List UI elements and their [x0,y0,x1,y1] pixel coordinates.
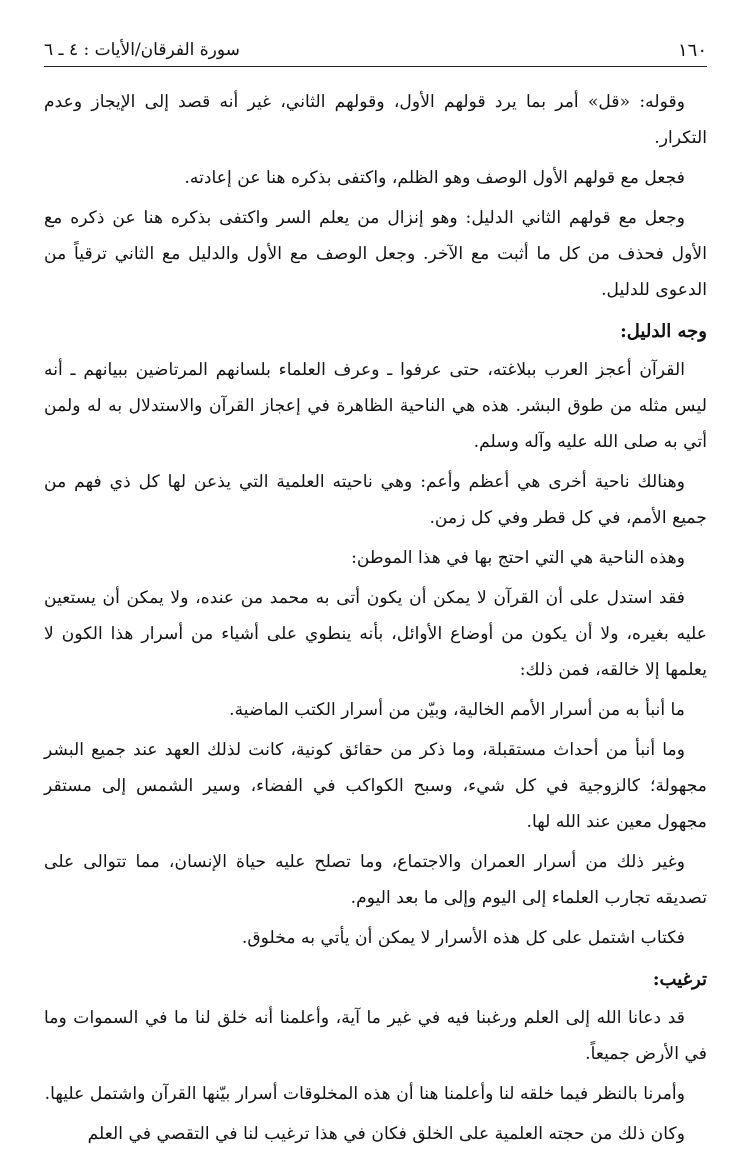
page-body [44,84,707,1156]
paragraph: فكتاب اشتمل على كل هذه الأسرار لا يمكن أن يأتي به مخلوق. [241,928,685,948]
paragraph: وما أنبأ من أحداث مستقبلة، وما ذكر من حقائق كونية، كانت لذلك العهد عند جميع البشر مجهولة؛ كالزوجية في كل شيء، وسبح الكواكب في الفضاء، وسير الشمس إلى مستقر مجهول معين عند الله لها. [44,740,707,832]
section-heading: وجه الدليل: [620,321,707,342]
paragraph: وكان ذلك من حجته العلمية على الخلق فكان في هذا ترغيب لنا في التقصي في العلم [87,1124,685,1144]
section-heading: ترغيب: [652,969,707,990]
paragraph: وجعل مع قولهم الثاني الدليل: وهو إنزال من يعلم السر واكتفى بذكره هنا عن ذكره مع الأول فحذف من كل ما أثبت مع الآخر. وجعل الوصف مع الأول والدليل مع الثاني ترقياً من الدعوى للدليل. [44,208,707,300]
paragraph: فجعل مع قولهم الأول الوصف وهو الظلم، واكتفى بذكره هنا عن إعادته. [184,168,685,188]
running-title: سورة الفرقان/الأيات : ٤ ـ ٦ [44,40,240,60]
paragraph: فقد استدل على أن القرآن لا يمكن أن يكون أتى به محمد من عنده، ولا يمكن أن يستعين عليه بغيره، ولا أن يكون من أوضاع الأوائل، بأنه ينطوي على أشياء من أسرار هذا الكون لا يعلمها إلا خالقه، فمن ذلك: [44,588,707,680]
paragraph: وهذه الناحية هي التي احتج بها في هذا الموطن: [351,548,685,568]
paragraph: ما أنبأ به من أسرار الأمم الخالية، وبيّن من أسرار الكتب الماضية. [229,700,685,720]
paragraph: وهنالك ناحية أخرى هي أعظم وأعم: وهي ناحيته العلمية التي يذعن لها كل ذي فهم من جميع الأمم، في كل قطر وفي كل زمن. [44,472,707,528]
paragraph: وقوله: «قل» أمر بما يرد قولهم الأول، وقولهم الثاني، غير أنه قصد إلى الإيجاز وعدم التكرار. [44,92,707,148]
page-number: ١٦٠ [677,39,707,61]
page-header [44,34,707,67]
paragraph: القرآن أعجز العرب ببلاغته، حتى عرفوا ـ وعرف العلماء بلسانهم المرتاضين ببيانهم ـ أنه ليس مثله من طوق البشر. هذه هي الناحية الظاهرة في إعجاز القرآن والاستدلال به له ولمن أتي به صلى الله عليه وآله وسلم. [44,360,707,452]
paragraph: قد دعانا الله إلى العلم ورغبنا فيه في غير ما آية، وأعلمنا أنه خلق لنا ما في السموات وما في الأرض جميعاً. [44,1008,707,1064]
paragraph: وأمرنا بالنظر فيما خلقه لنا وأعلمنا هنا أن هذه المخلوقات أسرار بيّنها القرآن واشتمل عليها. [44,1084,685,1104]
paragraph: وغير ذلك من أسرار العمران والاجتماع، وما تصلح عليه حياة الإنسان، مما تتوالى على تصديقه تجارب العلماء إلى اليوم وإلى ما بعد اليوم. [44,852,707,908]
